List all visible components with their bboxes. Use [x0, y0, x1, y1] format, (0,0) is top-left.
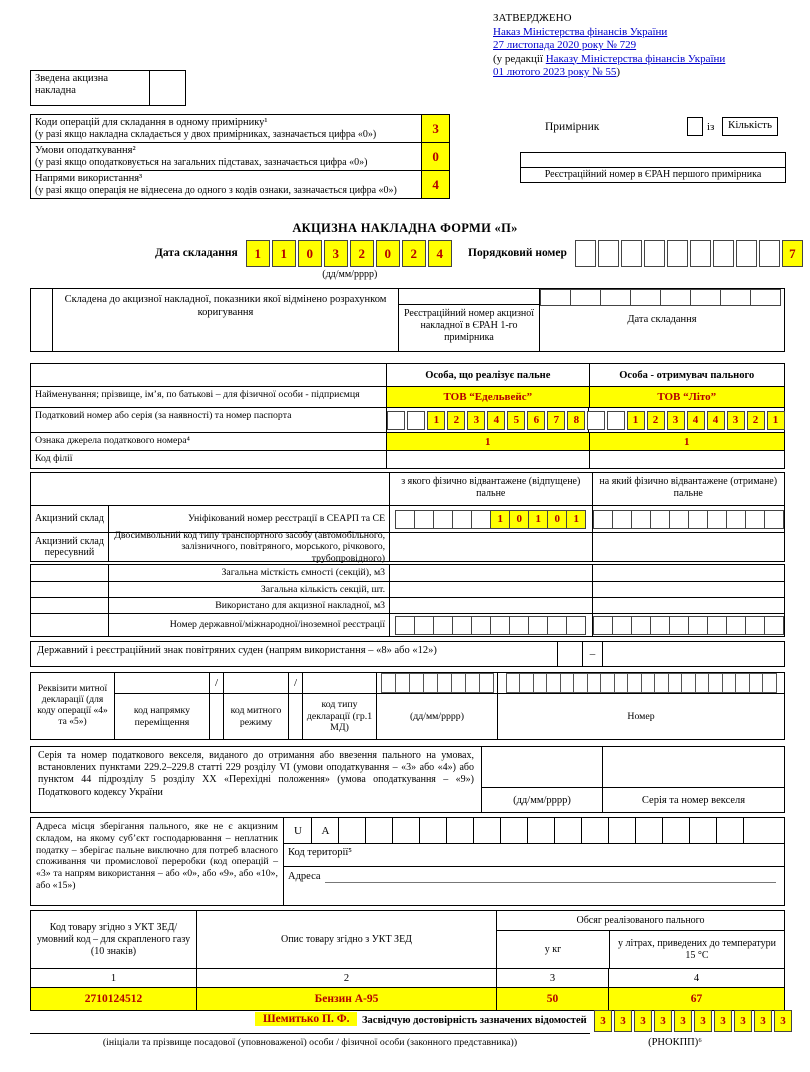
form-cell[interactable]: 2: [747, 411, 765, 430]
party-name-label: Найменування; прізвище, ім’я, по батькові – для фізичної особи - підприємця: [35, 389, 360, 400]
warehouse-to-header: на який фізично відвантажене (отримане) пальне: [592, 473, 785, 505]
form-cell[interactable]: 7: [547, 411, 565, 430]
copy-number-field[interactable]: [687, 117, 703, 136]
operation-codes-title: Коди операцій для складання в одному примірнику¹: [35, 117, 268, 128]
form-cell[interactable]: [745, 510, 765, 529]
form-cell[interactable]: [581, 818, 609, 843]
col-num-3: 3: [496, 969, 608, 987]
form-cell[interactable]: [509, 616, 529, 635]
compose-date-block: [155, 240, 454, 280]
parties-source-row: [31, 432, 784, 450]
form-cell[interactable]: 0: [509, 510, 529, 529]
form-cell[interactable]: [722, 673, 737, 693]
form-cell[interactable]: [690, 240, 711, 267]
capacity-row: [31, 565, 784, 581]
tax-bill-text: Серія та номер податкового векселя, виданого до отримання або ввезення пального на умовах, встановлених пунктами 229.2–229.8 статті 229 розділу VI (умови оподаткування – «3» або «4») або пунктом 44 підрозділу 5 розділу XX «Перехідні положення» (умова оподаткування – «9») Податкового кодексу України: [38, 750, 474, 798]
products-table: [30, 910, 785, 1011]
serial-number-cells: [575, 240, 805, 267]
signatory-name-note: (ініціали та прізвище посадової (уповноваженої) особи / фізичної особи (законного представника)): [102, 1037, 518, 1048]
address-label: Адреса: [288, 871, 321, 882]
form-cell[interactable]: [506, 673, 521, 693]
col-num-4: 4: [608, 969, 784, 987]
form-cell[interactable]: [471, 616, 491, 635]
unified-number-label: Уніфікований номер реєстрації в СЕАРП та СЕ: [108, 506, 389, 532]
aircraft-registration-row: [30, 641, 785, 667]
form-cell[interactable]: [500, 818, 528, 843]
customs-direction-label: код напрямку переміщення: [133, 705, 191, 728]
form-cell[interactable]: 1: [767, 411, 785, 430]
ministry-edit-order-date-link[interactable]: 01 лютого 2023 року № 55: [493, 66, 617, 78]
form-cell[interactable]: [465, 673, 480, 693]
form-cell[interactable]: [635, 818, 663, 843]
form-cell[interactable]: [627, 673, 642, 693]
codes-row-taxation: [30, 142, 450, 171]
copy-quantity-field[interactable]: Кількість: [722, 117, 778, 136]
operation-code-field[interactable]: 3: [421, 115, 449, 142]
signatory-name-field[interactable]: Шемитько П. Ф.: [255, 1012, 357, 1026]
used-label: Використано для акцизної накладної, м3: [108, 598, 389, 613]
mobile-warehouse-label: Акцизний склад пересувний: [34, 535, 104, 558]
tax-number-label: Податковий номер або серія (за наявності) та номер паспорта: [35, 410, 292, 421]
form-cell[interactable]: [452, 616, 472, 635]
compose-date-label: Дата складання: [155, 247, 238, 259]
form-cell[interactable]: A: [311, 818, 339, 843]
form-cell[interactable]: 1: [490, 510, 510, 529]
approved-edit-suffix: ): [616, 66, 621, 78]
product-desc-header: Опис товару згідно з УКТ ЗЕД: [196, 911, 496, 968]
customs-regime-field[interactable]: [224, 673, 288, 694]
form-cell[interactable]: [419, 818, 447, 843]
territory-code-label: Код території⁵: [284, 844, 784, 867]
attest-statement: Засвідчую достовірність зазначених відомостей: [362, 1015, 587, 1026]
form-cell[interactable]: [540, 289, 571, 306]
form-cell[interactable]: [381, 673, 396, 693]
form-cell[interactable]: 2: [647, 411, 665, 430]
form-cell[interactable]: [479, 673, 494, 693]
form-cell[interactable]: 1: [566, 510, 586, 529]
form-cell[interactable]: [608, 818, 636, 843]
form-cell[interactable]: [490, 616, 510, 635]
warehouse-vehicle-row: [31, 529, 784, 564]
warehouse-header-row: [31, 473, 784, 505]
form-cell[interactable]: [607, 411, 625, 430]
warehouse-from-header: з якого фізично відвантажене (відпущене) пальне: [389, 473, 591, 505]
form-cell[interactable]: [764, 510, 784, 529]
aircraft-dash: –: [583, 641, 603, 667]
form-cell[interactable]: 3: [734, 1010, 752, 1032]
form-cell[interactable]: 2: [350, 240, 374, 267]
form-cell[interactable]: 3: [634, 1010, 652, 1032]
form-cell[interactable]: 3: [714, 1010, 732, 1032]
aircraft-registration-field-1[interactable]: [558, 641, 583, 667]
correction-date-cells: [540, 289, 784, 306]
form-cell[interactable]: [749, 673, 764, 693]
correction-reg-number-label: Реєстраційний номер акцизної накладної в ЄРАН 1-го примірника: [403, 308, 535, 343]
ministry-edit-order-link[interactable]: Наказу Міністерства фінансів України: [545, 52, 726, 65]
sections-row: [31, 581, 784, 597]
form-cell[interactable]: [451, 673, 466, 693]
customs-declaration-table: [30, 672, 785, 740]
form-cell[interactable]: 0: [547, 510, 567, 529]
form-cell[interactable]: [519, 673, 534, 693]
form-cell[interactable]: [736, 240, 757, 267]
usage-direction-note: (у разі якщо операція не віднесена до одного з кодів ознаки, зазначається цифра «0»): [35, 185, 397, 196]
product-liters-field[interactable]: 67: [608, 988, 784, 1010]
form-cell[interactable]: [573, 673, 588, 693]
form-cell[interactable]: 6: [527, 411, 545, 430]
product-desc-field[interactable]: Бензин А-95: [196, 988, 496, 1010]
form-cell[interactable]: [473, 818, 501, 843]
form-cell[interactable]: [547, 616, 567, 635]
form-cell[interactable]: 3: [614, 1010, 632, 1032]
product-row: [31, 987, 784, 1010]
consolidated-invoice-label: Зведена акцизна накладна: [30, 70, 150, 106]
vehicle-code-to-field[interactable]: [592, 533, 784, 561]
form-cell[interactable]: 3: [594, 1010, 612, 1032]
form-cell[interactable]: [395, 510, 415, 529]
form-cell[interactable]: 3: [467, 411, 485, 430]
form-cell[interactable]: [365, 818, 393, 843]
form-cell[interactable]: [414, 510, 434, 529]
product-code-header: Код товару згідно з УКТ ЗЕД/ умовний код – для скрапленого газу (10 знаків): [36, 921, 191, 957]
form-cell[interactable]: [437, 673, 452, 693]
liters-header: у літрах, приведених до температури 15 °С: [609, 931, 784, 968]
form-cell[interactable]: [338, 818, 366, 843]
customs-slash-1: /: [210, 673, 223, 694]
form-cell[interactable]: [690, 289, 721, 306]
used-row: [31, 597, 784, 613]
form-cell[interactable]: 4: [687, 411, 705, 430]
customs-regime-label: код митного режиму: [230, 705, 282, 728]
form-cell[interactable]: [644, 240, 665, 267]
eran-registration-field[interactable]: [521, 153, 785, 168]
usage-direction-field[interactable]: 4: [421, 171, 449, 198]
tax-bill-section: [30, 746, 785, 813]
form-cell[interactable]: 4: [707, 411, 725, 430]
form-cell[interactable]: [759, 240, 780, 267]
form-cell[interactable]: [395, 673, 410, 693]
form-cell[interactable]: [762, 673, 777, 693]
form-cell[interactable]: [669, 510, 689, 529]
bill-serial-label: Серія та номер векселя: [641, 794, 746, 806]
form-cell[interactable]: [600, 289, 631, 306]
eran-registration-label: Реєстраційний номер в ЄРАН першого примірника: [544, 169, 762, 180]
form-cell[interactable]: [707, 616, 727, 635]
form-cell[interactable]: [726, 616, 746, 635]
eran-registration-box: [520, 152, 786, 183]
parties-header-row: [31, 364, 784, 386]
form-cell[interactable]: [409, 673, 424, 693]
codes-row-operations: [30, 114, 450, 143]
form-cell[interactable]: [654, 673, 669, 693]
product-kg-field[interactable]: 50: [496, 988, 608, 1010]
form-cell[interactable]: [745, 616, 765, 635]
form-cell[interactable]: [650, 616, 670, 635]
correction-text: Складена до акцизної накладної, показники якої відмінено розрахунком коригування: [53, 289, 399, 351]
form-cell[interactable]: [695, 673, 710, 693]
form-cell[interactable]: 2: [447, 411, 465, 430]
form-cell[interactable]: 1: [246, 240, 270, 267]
form-cell[interactable]: [668, 673, 683, 693]
tax-source-label: Ознака джерела податкового номера⁴: [35, 435, 190, 446]
form-cell[interactable]: [575, 240, 596, 267]
aircraft-registration-label: Державний і реєстраційний знак повітряних суден (напрям використання – «8» або «12»): [30, 641, 558, 667]
form-cell[interactable]: 4: [428, 240, 452, 267]
codes-row-usage: [30, 170, 450, 199]
registration-to-cells: [593, 616, 784, 635]
form-cell[interactable]: [560, 673, 575, 693]
form-title: АКЦИЗНА НАКЛАДНА ФОРМИ «П»: [292, 221, 518, 235]
operation-codes-note: (у разі якщо накладна складається у двох примірниках, зазначається цифра «0»): [35, 129, 377, 140]
registration-number-row: [31, 613, 784, 636]
correction-date-label: Дата складання: [627, 314, 697, 325]
form-cell[interactable]: 3: [754, 1010, 772, 1032]
warehouse-table-bottom: [30, 564, 785, 637]
form-cell[interactable]: 3: [324, 240, 348, 267]
form-cell[interactable]: 2: [402, 240, 426, 267]
form-cell[interactable]: [707, 510, 727, 529]
form-cell[interactable]: [688, 510, 708, 529]
form-cell[interactable]: 3: [694, 1010, 712, 1032]
consolidated-invoice-box: [30, 70, 186, 106]
parties-tax-number-row: [31, 407, 784, 432]
form-cell[interactable]: [708, 673, 723, 693]
taxation-terms-field[interactable]: 0: [421, 143, 449, 170]
form-cell[interactable]: [423, 673, 438, 693]
kg-header: у кг: [544, 944, 562, 955]
territory-code-cells: [284, 818, 771, 843]
form-cell[interactable]: U: [284, 818, 312, 843]
correction-reg-number-field[interactable]: [399, 289, 539, 305]
serial-number-label: Порядковий номер: [468, 247, 567, 259]
rnokpp-cells: [594, 1010, 794, 1032]
stationary-warehouse-label: Акцизний склад: [34, 513, 104, 525]
capacity-label: Загальна місткість ємності (секцій), м3: [108, 565, 389, 581]
form-cell[interactable]: 1: [528, 510, 548, 529]
form-cell[interactable]: 3: [654, 1010, 672, 1032]
approved-edit-prefix: (у редакції: [493, 52, 546, 65]
capacity-to-field[interactable]: [592, 565, 784, 581]
usage-direction-title: Напрями використання³: [35, 173, 143, 184]
aircraft-registration-field-2[interactable]: [603, 641, 785, 667]
customs-slash-2: /: [289, 673, 302, 694]
form-cell[interactable]: [667, 240, 688, 267]
customs-type-field[interactable]: [303, 673, 376, 694]
form-cell[interactable]: 0: [298, 240, 322, 267]
form-cell[interactable]: 3: [774, 1010, 792, 1032]
form-cell[interactable]: [527, 818, 555, 843]
form-cell[interactable]: [587, 411, 605, 430]
correction-section: [30, 288, 785, 352]
buyer-branch-field[interactable]: [589, 451, 784, 468]
customs-date-cells: [381, 673, 494, 693]
form-cell[interactable]: 3: [674, 1010, 692, 1032]
used-from-field[interactable]: [389, 598, 591, 613]
form-cell[interactable]: 4: [487, 411, 505, 430]
form-cell[interactable]: 8: [567, 411, 585, 430]
product-code-field[interactable]: 2710124512: [31, 988, 196, 1010]
rnokpp-note: (РНОКПП)⁶: [648, 1037, 702, 1048]
buyer-source-field[interactable]: 1: [589, 433, 784, 450]
correction-checkbox-field[interactable]: [31, 289, 53, 351]
compose-date-cells: [246, 240, 454, 267]
form-cell[interactable]: [750, 289, 781, 306]
form-cell[interactable]: [612, 510, 632, 529]
approved-title: ЗАТВЕРДЖЕНО: [493, 12, 572, 24]
form-cell[interactable]: [631, 510, 651, 529]
customs-title: Реквізити митної декларації (для коду операції «4» та «5»): [37, 684, 108, 727]
form-cell[interactable]: [688, 616, 708, 635]
form-cell[interactable]: [546, 673, 561, 693]
form-cell[interactable]: [566, 616, 586, 635]
form-cell[interactable]: [726, 510, 746, 529]
form-cell[interactable]: [735, 673, 750, 693]
form-cell[interactable]: [743, 818, 771, 843]
sections-from-field[interactable]: [389, 582, 591, 597]
form-cell[interactable]: [533, 673, 548, 693]
form-cell[interactable]: [593, 510, 613, 529]
buyer-name-field[interactable]: ТОВ “Літо”: [589, 387, 784, 407]
vehicle-code-from-field[interactable]: [389, 533, 591, 561]
date-format-hint: (дд/мм/рррр): [322, 269, 378, 280]
form-cell[interactable]: [630, 289, 661, 306]
form-cell[interactable]: 1: [272, 240, 296, 267]
taxation-terms-note: (у разі якщо оподатковується на загальних підставах, зазначається цифра «0»): [35, 157, 368, 168]
seller-source-field[interactable]: 1: [386, 433, 588, 450]
sections-to-field[interactable]: [592, 582, 784, 597]
registration-number-label: Номер державної/міжнародної/іноземної реєстрації: [108, 614, 389, 636]
approved-block: [493, 12, 798, 80]
seller-header: Особа, що реалізує пальне: [386, 364, 588, 386]
operation-codes-table: [30, 114, 450, 199]
bill-serial-field[interactable]: [603, 747, 784, 788]
storage-address-section: [30, 817, 785, 906]
form-cell[interactable]: [631, 616, 651, 635]
seller-branch-field[interactable]: [386, 451, 588, 468]
form-cell[interactable]: [570, 289, 601, 306]
form-cell[interactable]: 7: [782, 240, 803, 267]
form-cell[interactable]: [614, 673, 629, 693]
form-cell[interactable]: [720, 289, 751, 306]
bill-date-field[interactable]: [482, 747, 602, 788]
form-cell[interactable]: [641, 673, 656, 693]
serial-number-block: [468, 240, 805, 267]
form-cell[interactable]: [433, 510, 453, 529]
form-cell[interactable]: [554, 818, 582, 843]
form-cell[interactable]: [713, 240, 734, 267]
form-cell[interactable]: [612, 616, 632, 635]
taxation-terms-title: Умови оподаткування²: [35, 145, 136, 156]
buyer-tax-number-cells: [587, 411, 787, 430]
capacity-from-field[interactable]: [389, 565, 591, 581]
form-cell[interactable]: 3: [727, 411, 745, 430]
form-cell[interactable]: [471, 510, 491, 529]
form-cell[interactable]: 3: [667, 411, 685, 430]
customs-direction-field[interactable]: [115, 673, 209, 694]
ministry-order-link[interactable]: Наказ Міністерства фінансів України: [493, 25, 668, 38]
address-input-line[interactable]: [325, 871, 776, 883]
unified-to-cells: [593, 510, 784, 529]
customs-type-label: код типу декларації (гр.1 МД): [306, 699, 373, 734]
warehouse-unified-row: [31, 505, 784, 532]
form-cell[interactable]: [716, 818, 744, 843]
form-cell[interactable]: [587, 673, 602, 693]
form-cell[interactable]: [387, 411, 405, 430]
form-cell[interactable]: [621, 240, 642, 267]
col-num-1: 1: [110, 972, 117, 984]
sections-label: Загальна кількість секцій, шт.: [108, 582, 389, 597]
vehicle-code-label: Двосимвольний код типу транспортного засобу (автомобільного, залізничного, повітряного, морського, річкового, трубопровідного): [108, 533, 389, 561]
form-cell[interactable]: [598, 240, 619, 267]
parties-branch-row: [31, 450, 784, 468]
form-cell[interactable]: 1: [627, 411, 645, 430]
customs-date-label: (дд/мм/рррр): [410, 710, 464, 722]
seller-tax-number-cells: [387, 411, 587, 430]
form-cell[interactable]: 5: [507, 411, 525, 430]
branch-code-label: Код філії: [35, 453, 73, 464]
copy-label: Примірник: [545, 121, 600, 133]
form-cell[interactable]: [650, 510, 670, 529]
products-header-row: [31, 911, 784, 968]
used-to-field[interactable]: [592, 598, 784, 613]
form-cell[interactable]: [669, 616, 689, 635]
form-cell[interactable]: 1: [427, 411, 445, 430]
form-cell[interactable]: [662, 818, 690, 843]
form-cell[interactable]: [681, 673, 696, 693]
parties-name-row: [31, 386, 784, 407]
ministry-order-date-link[interactable]: 27 листопада 2020 року № 729: [493, 39, 637, 51]
storage-address-text: Адреса місця зберігання пального, яке не є акцизним складом, на якому суб’єкт господарювання – неплатник податку – зберігає пальне виключно для потреб власного споживання чи промислової переробки (код операцій – «3» та напрям використання – або «0», або «9», або «10», або «15»): [36, 821, 278, 891]
seller-name-field[interactable]: ТОВ “Едельвейс”: [386, 387, 588, 407]
form-cell[interactable]: [433, 616, 453, 635]
form-cell[interactable]: [395, 616, 415, 635]
copy-of-label: із: [707, 121, 715, 133]
parties-table: [30, 363, 785, 469]
products-column-numbers: [31, 968, 784, 987]
bill-date-label: (дд/мм/рррр): [513, 794, 571, 806]
customs-number-cells: [506, 673, 777, 693]
form-cell[interactable]: [593, 616, 613, 635]
signature-line: [30, 1033, 590, 1034]
form-cell[interactable]: [446, 818, 474, 843]
warehouse-table-top: [30, 472, 785, 562]
col-num-2: 2: [196, 969, 496, 987]
registration-from-cells: [395, 616, 586, 635]
form-cell[interactable]: [407, 411, 425, 430]
form-cell[interactable]: [528, 616, 548, 635]
buyer-header: Особа - отримувач пального: [589, 364, 784, 386]
customs-number-label: Номер: [627, 710, 655, 722]
form-cell[interactable]: [689, 818, 717, 843]
form-cell[interactable]: [660, 289, 691, 306]
form-cell[interactable]: [764, 616, 784, 635]
consolidated-invoice-field[interactable]: [150, 70, 186, 106]
form-cell[interactable]: [452, 510, 472, 529]
unified-from-cells: [395, 510, 586, 529]
form-cell[interactable]: [600, 673, 615, 693]
volume-header: Обсяг реалізованого пального: [497, 911, 784, 931]
form-cell[interactable]: 0: [376, 240, 400, 267]
form-cell[interactable]: [392, 818, 420, 843]
form-cell[interactable]: [414, 616, 434, 635]
